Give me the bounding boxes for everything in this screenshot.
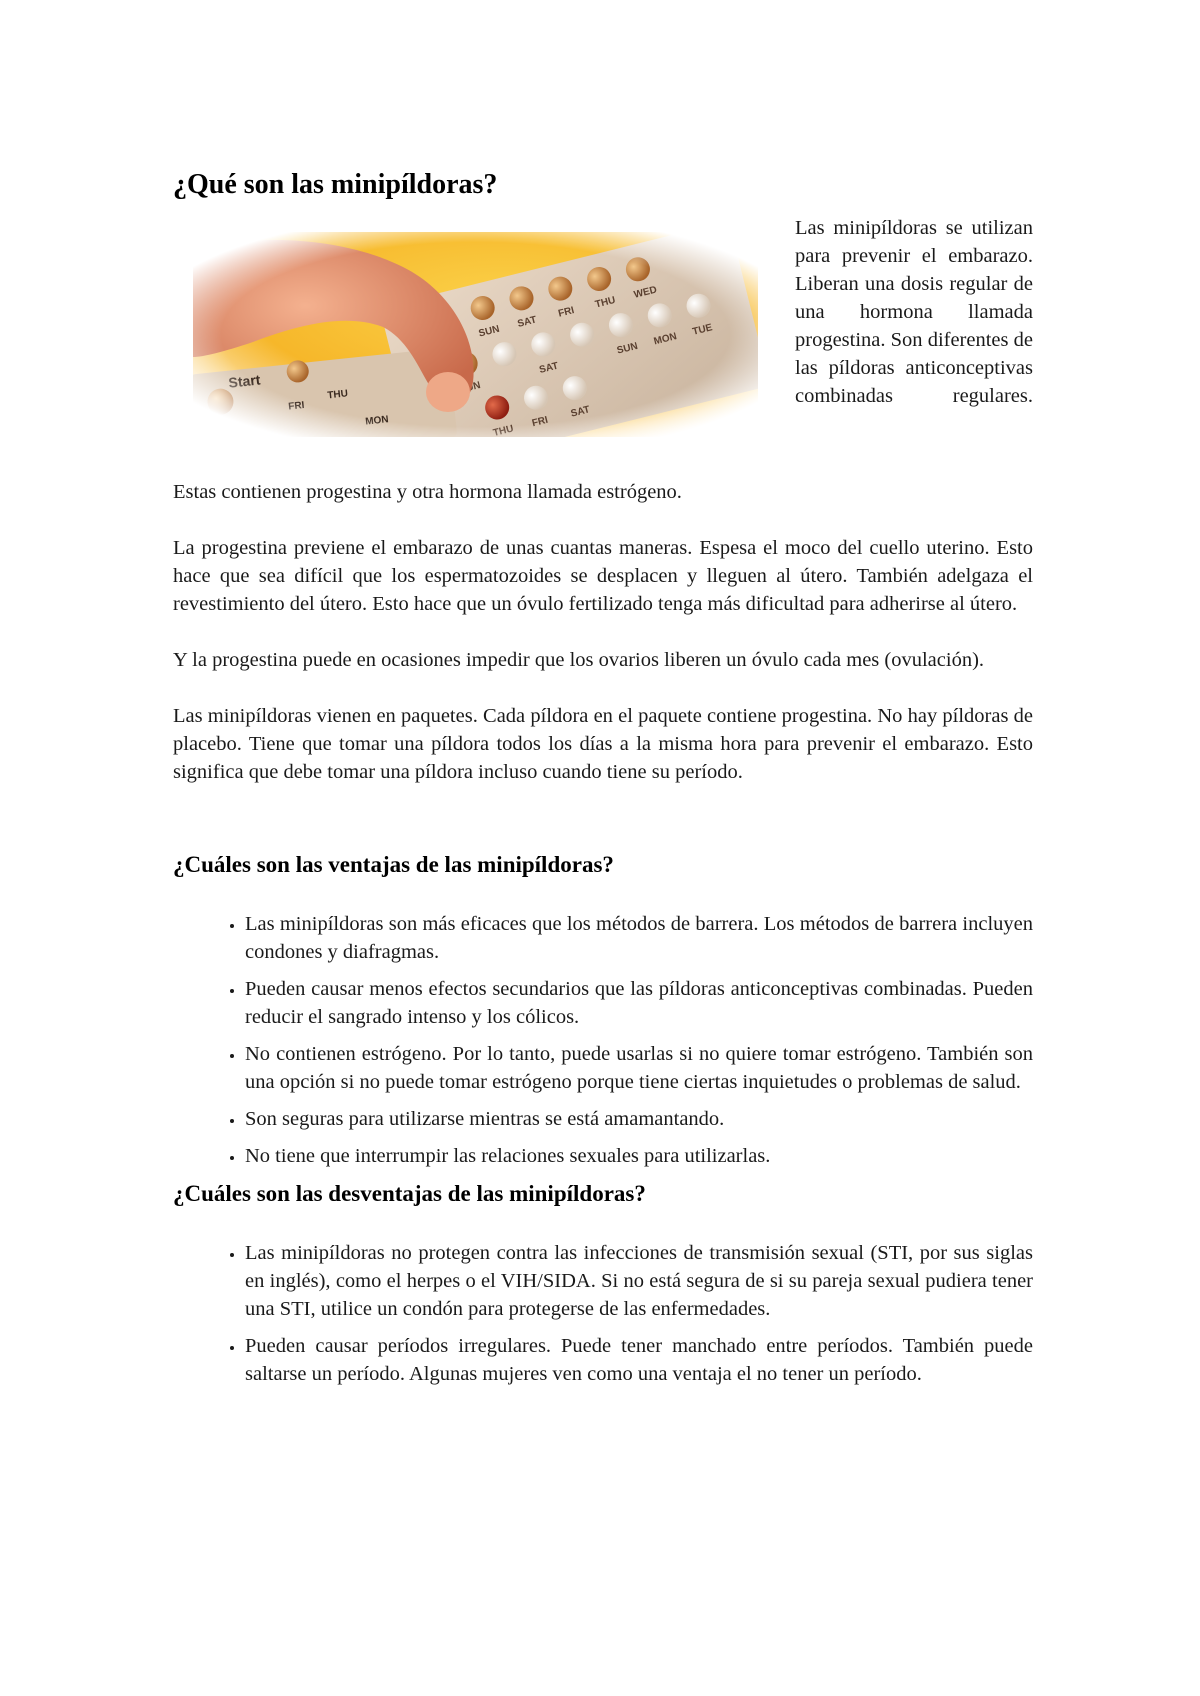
intro-section [173, 214, 1033, 478]
paragraph: Las minipíldoras vienen en paquetes. Cada píldora en el paquete contiene progestina. No hay píldoras de placebo. Tiene que tomar una píldora todos los días a la misma hora para prevenir el embarazo. Esto significa que debe tomar una píldora incluso cuando tiene su período. [173, 705, 1033, 783]
advantages-list [173, 910, 1033, 1170]
pill-pack-photo [193, 232, 758, 437]
advantages-heading: ¿Cuáles son las ventajas de las minipíldoras? [173, 852, 614, 877]
list-item: • No tiene que interrumpir las relaciones sexuales para utilizarlas. [245, 1142, 1033, 1170]
intro-side-text: Las minipíldoras se utilizan para prevenir el embarazo. Liberan una dosis regular de una hormona llamada progestina. Son diferentes de las píldoras anticonceptivas combinadas regulares. [795, 217, 1033, 407]
list-item: • No contienen estrógeno. Por lo tanto, puede usarlas si no quiere tomar estrógeno. También son una opción si no puede tomar estrógeno porque tiene ciertas inquietudes o problemas de salud. [245, 1040, 1033, 1096]
paragraph: La progestina previene el embarazo de unas cuantas maneras. Espesa el moco del cuello uterino. Esto hace que sea difícil que los espermatozoides se desplacen y lleguen al útero. También adelgaza el revestimiento del útero. Esto hace que un óvulo fertilizado tenga más dificultad para adherirse al útero. [173, 537, 1033, 615]
intro-tail-text: Estas contienen progestina y otra hormona llamada estrógeno. [173, 481, 682, 503]
document-content [173, 168, 1033, 1397]
paragraph: Y la progestina puede en ocasiones impedir que los ovarios liberen un óvulo cada mes (ovulación). [173, 649, 985, 671]
list-item: • Son seguras para utilizarse mientras se está amamantando. [245, 1105, 1033, 1133]
list-item: • Las minipíldoras no protegen contra las infecciones de transmisión sexual (STI, por sus siglas en inglés), como el herpes o el VIH/SIDA. Si no está segura de si su pareja sexual pudiera tener una STI, utilice un condón para protegerse de las enfermedades. [245, 1239, 1033, 1323]
page-title: ¿Qué son las minipíldoras? [173, 169, 498, 200]
disadvantages-list [173, 1239, 1033, 1388]
list-item: • Las minipíldoras son más eficaces que los métodos de barrera. Los métodos de barrera incluyen condones y diafragmas. [245, 910, 1033, 966]
list-item: • Pueden causar períodos irregulares. Puede tener manchado entre períodos. También puede saltarse un período. Algunas mujeres ven como una ventaja el no tener un período. [245, 1332, 1033, 1388]
disadvantages-heading: ¿Cuáles son las desventajas de las minipíldoras? [173, 1181, 646, 1206]
list-item: • Pueden causar menos efectos secundarios que las píldoras anticonceptivas combinadas. Pueden reducir el sangrado intenso y los cólicos. [245, 975, 1033, 1031]
